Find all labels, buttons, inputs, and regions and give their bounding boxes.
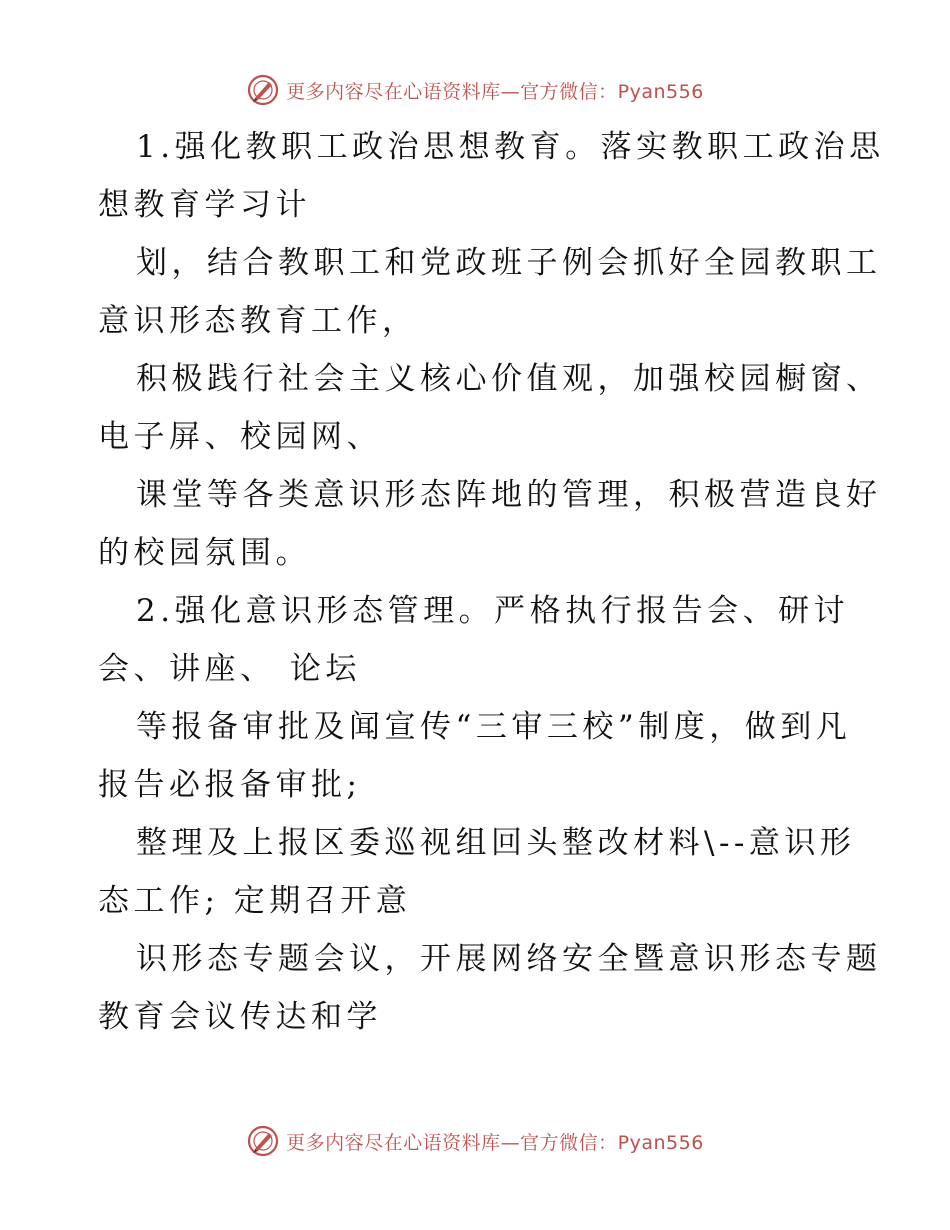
text-line: 电子屏、校园网、 xyxy=(98,419,382,455)
text-line: 教育会议传达和学 xyxy=(98,999,382,1035)
pen-logo-icon xyxy=(246,73,280,107)
text-line: 想教育学习计 xyxy=(98,187,311,223)
header-watermark-banner xyxy=(0,70,950,110)
text-line: 识形态专题会议，开展网络安全暨意识形态专题 xyxy=(136,941,882,977)
text-line: 意识形态教育工作， xyxy=(98,303,418,339)
text-line: 态工作; 定期召开意 xyxy=(98,883,412,919)
text-line: 报告必报备审批; xyxy=(98,767,362,803)
watermark-text: 更多内容尽在心语资料库—官方微信：Pyan556 xyxy=(286,1131,704,1154)
text-line: 积极践行社会主义核心价值观，加强校园橱窗、 xyxy=(136,361,882,397)
pen-logo-icon xyxy=(246,1124,280,1158)
document-body xyxy=(98,118,885,1046)
text-line: 2.强化意识形态管理。严格执行报告会、研讨 xyxy=(136,593,850,629)
text-line: 的校园氛围。 xyxy=(98,535,311,571)
text-line: 会、讲座、 论坛 xyxy=(98,651,361,687)
text-line: 课堂等各类意识形态阵地的管理，积极营造良好 xyxy=(136,477,882,513)
text-line: 划，结合教职工和党政班子例会抓好全园教职工 xyxy=(136,245,882,281)
footer-watermark-banner xyxy=(0,1121,950,1161)
text-line: 1.强化教职工政治思想教育。落实教职工政治思 xyxy=(136,129,885,165)
text-line: 等报备审批及闻宣传“三审三校”制度，做到凡 xyxy=(136,709,852,745)
text-line: 整理及上报区委巡视组回头整改材料\--意识形 xyxy=(136,825,856,861)
watermark-text: 更多内容尽在心语资料库—官方微信：Pyan556 xyxy=(286,80,704,103)
